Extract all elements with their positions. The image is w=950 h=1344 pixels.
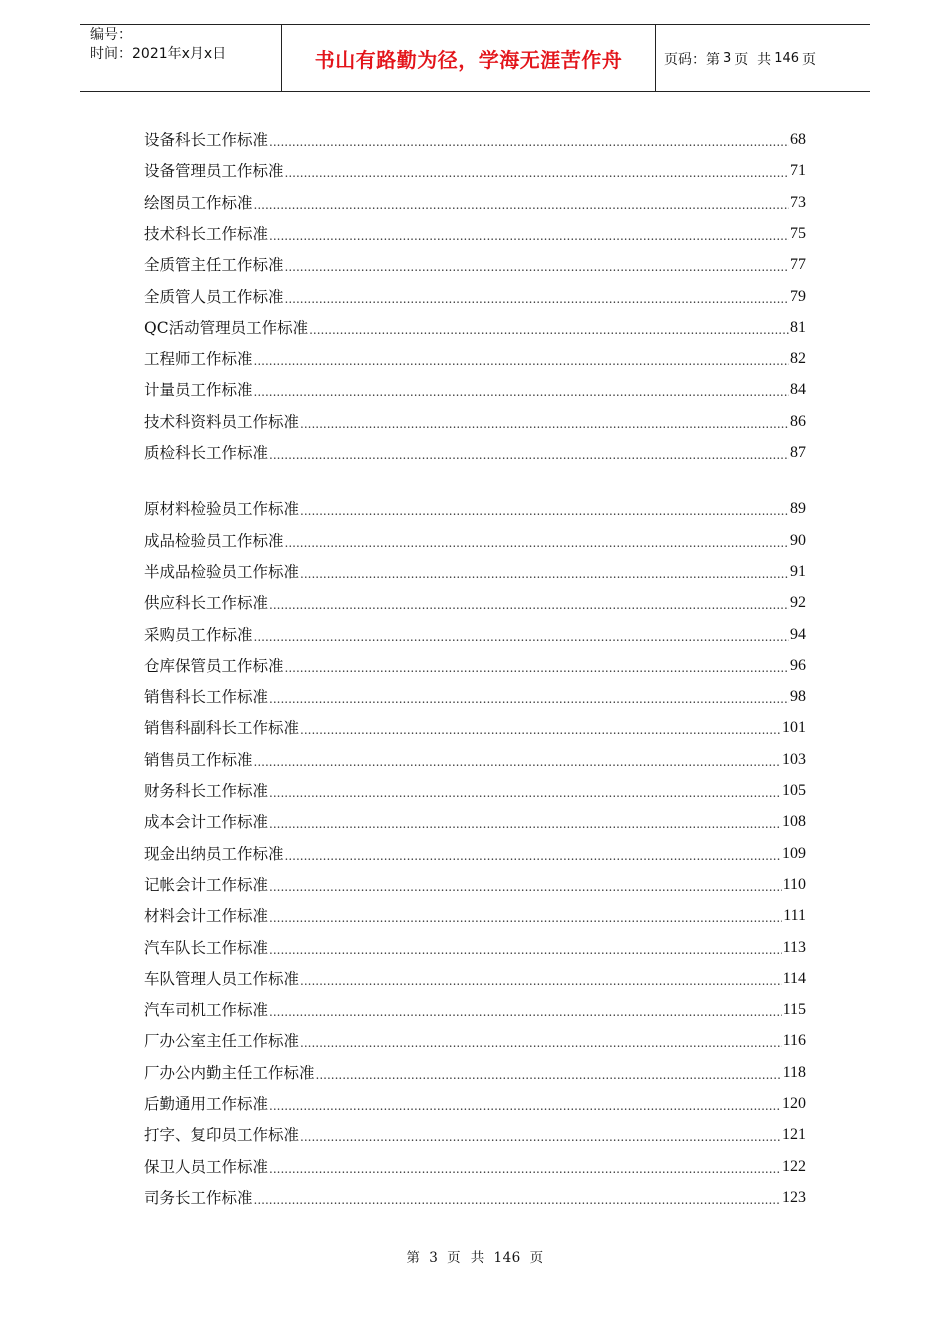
toc-entry[interactable] xyxy=(144,996,806,1020)
toc-entry[interactable] xyxy=(144,589,806,613)
toc-entry-title: 厂办公内勤主任工作标准 xyxy=(144,1063,315,1082)
toc-entry-title: 半成品检验员工作标准 xyxy=(144,562,300,581)
toc-entry-title: 成本会计工作标准 xyxy=(144,813,269,832)
toc-leader-dots xyxy=(300,416,789,432)
toc-leader-dots xyxy=(269,879,782,895)
toc-entry-page: 82 xyxy=(790,350,806,368)
toc-leader-dots xyxy=(254,197,789,213)
toc-entry-title: 成品检验员工作标准 xyxy=(144,531,284,550)
toc-entry[interactable] xyxy=(144,808,806,832)
toc-entry-page: 90 xyxy=(790,531,806,549)
toc-entry-title: 财务科长工作标准 xyxy=(144,782,269,800)
toc-entry[interactable] xyxy=(144,220,806,244)
toc-entry-title: 技术科资料员工作标准 xyxy=(144,412,300,431)
toc-entry[interactable] xyxy=(144,558,806,582)
toc-entry-title: 汽车司机工作标准 xyxy=(144,1001,269,1020)
toc-entry[interactable] xyxy=(144,777,806,801)
toc-entry-page: 75 xyxy=(790,224,806,242)
toc-leader-dots xyxy=(300,722,781,738)
toc-entry-title: 司务长工作标准 xyxy=(144,1188,253,1207)
toc-entry-page: 114 xyxy=(782,969,806,987)
toc-entry-title: 销售科长工作标准 xyxy=(144,688,269,707)
toc-leader-dots xyxy=(285,848,781,864)
toc-entry-page: 111 xyxy=(783,907,806,925)
toc-leader-dots xyxy=(285,535,789,551)
toc-leader-dots xyxy=(269,447,789,463)
toc-entry-page: 89 xyxy=(790,500,806,518)
toc-entry-page: 81 xyxy=(790,318,806,336)
toc-entry-title: QC活动管理员工作标准 xyxy=(144,318,309,337)
toc-leader-dots xyxy=(300,973,782,989)
toc-entry-title: 打字、复印员工作标准 xyxy=(144,1126,300,1145)
footer-prefix: 第 xyxy=(406,1250,421,1266)
toc-entry-page: 113 xyxy=(782,938,806,956)
page-mid: 页 共 xyxy=(734,51,772,68)
toc-entry[interactable] xyxy=(144,683,806,707)
footer-suffix: 页 xyxy=(529,1250,544,1266)
toc-entry[interactable] xyxy=(144,251,806,275)
header-meta xyxy=(80,25,282,92)
page-total: 146 xyxy=(774,51,800,66)
toc-entry-title: 车队管理人员工作标准 xyxy=(144,969,300,988)
toc-entry-title: 全质管人员工作标准 xyxy=(144,287,284,306)
toc-leader-dots xyxy=(269,785,781,801)
toc-entry-title: 全质管主任工作标准 xyxy=(144,256,284,275)
toc-entry-page: 116 xyxy=(782,1032,806,1050)
toc-leader-dots xyxy=(300,1035,782,1051)
toc-entry-title: 汽车队长工作标准 xyxy=(144,938,269,957)
toc-entry-page: 101 xyxy=(782,719,806,737)
toc-entry-page: 115 xyxy=(782,1001,806,1019)
toc-entry-page: 73 xyxy=(790,193,806,211)
toc-entry[interactable] xyxy=(144,840,806,864)
toc-entry[interactable] xyxy=(144,902,806,926)
page-prefix: 页码：第 xyxy=(664,51,720,68)
motto-text: 书山有路勤为径，学海无涯苦作舟 xyxy=(314,48,623,72)
toc-entry-page: 118 xyxy=(782,1063,806,1081)
toc-entry-page: 87 xyxy=(790,444,806,461)
toc-entry[interactable] xyxy=(144,714,806,738)
toc-entry-page: 105 xyxy=(782,782,806,799)
toc-leader-dots xyxy=(269,691,789,707)
toc-leader-dots xyxy=(269,597,789,613)
toc-entry[interactable] xyxy=(144,746,806,770)
toc-entry-page: 96 xyxy=(790,656,806,674)
toc-entry-title: 原材料检验员工作标准 xyxy=(144,500,300,519)
toc-entry[interactable] xyxy=(144,652,806,676)
toc-entry-page: 91 xyxy=(790,562,806,580)
page-footer xyxy=(0,1246,950,1266)
toc-leader-dots xyxy=(269,816,781,832)
toc-entry[interactable] xyxy=(144,1153,806,1177)
toc-entry-page: 103 xyxy=(782,750,806,768)
toc-entry-page: 123 xyxy=(782,1188,806,1206)
toc-entry[interactable] xyxy=(144,376,806,400)
footer-mid: 页 共 xyxy=(447,1250,485,1266)
toc-entry-page: 122 xyxy=(782,1157,806,1175)
toc-leader-dots xyxy=(285,291,789,307)
toc-leader-dots xyxy=(269,1161,781,1177)
toc-entry-page: 108 xyxy=(782,813,806,831)
toc-entry-page: 120 xyxy=(782,1095,806,1112)
toc-leader-dots xyxy=(316,1067,782,1083)
toc-entry-title: 绘图员工作标准 xyxy=(144,193,253,212)
toc-leader-dots xyxy=(269,1098,781,1114)
toc-entry-page: 86 xyxy=(790,412,806,430)
page-suffix: 页 xyxy=(802,51,817,68)
time-label: 时间：2021年x月x日 xyxy=(90,46,227,62)
toc-entry[interactable] xyxy=(144,1027,806,1051)
toc-entry-title: 供应科长工作标准 xyxy=(144,594,269,613)
toc-entry-page: 68 xyxy=(790,131,806,148)
toc-entry[interactable] xyxy=(144,1090,806,1114)
toc-leader-dots xyxy=(300,566,789,582)
toc-leader-dots xyxy=(254,754,781,770)
toc-leader-dots xyxy=(309,322,789,338)
toc-leader-dots xyxy=(254,1192,781,1208)
toc-entry-title: 设备管理员工作标准 xyxy=(144,162,284,181)
toc-leader-dots xyxy=(254,384,789,400)
toc-entry[interactable] xyxy=(144,126,806,150)
toc-entry-page: 79 xyxy=(790,287,806,305)
toc-entry[interactable] xyxy=(144,495,806,519)
serial-label: 编号： xyxy=(90,27,132,43)
toc-entry[interactable] xyxy=(144,345,806,369)
page-current: 3 xyxy=(723,51,732,66)
toc-entry-page: 110 xyxy=(782,875,806,893)
toc-entry[interactable] xyxy=(144,527,806,551)
toc-entry-title: 保卫人员工作标准 xyxy=(144,1157,269,1176)
toc-entry[interactable] xyxy=(144,189,806,213)
toc-entry-page: 109 xyxy=(782,844,806,862)
toc-leader-dots xyxy=(269,910,782,926)
toc-entry-title: 计量员工作标准 xyxy=(144,381,253,400)
toc-leader-dots xyxy=(300,503,789,519)
toc-entry-page: 94 xyxy=(790,625,806,643)
toc-leader-dots xyxy=(300,1129,781,1145)
toc-entry-title: 技术科长工作标准 xyxy=(144,224,269,243)
toc-leader-dots xyxy=(285,165,789,181)
toc-entry-page: 71 xyxy=(790,162,806,180)
toc-entry[interactable] xyxy=(144,314,806,338)
toc-entry[interactable] xyxy=(144,1184,806,1208)
toc-entry-title: 仓库保管员工作标准 xyxy=(144,656,284,675)
toc-entry-title: 采购员工作标准 xyxy=(144,625,253,644)
toc-entry-title: 后勤通用工作标准 xyxy=(144,1095,269,1113)
toc-entry-page: 77 xyxy=(790,256,806,274)
toc-entry-title: 设备科长工作标准 xyxy=(144,131,269,149)
toc-entry[interactable] xyxy=(144,621,806,645)
toc-entry-title: 销售员工作标准 xyxy=(144,750,253,769)
toc-leader-dots xyxy=(269,1004,782,1020)
toc-entry-page: 92 xyxy=(790,594,806,612)
toc-entry[interactable] xyxy=(144,1121,806,1145)
toc-entry-title: 工程师工作标准 xyxy=(144,350,253,369)
toc-entry-page: 98 xyxy=(790,688,806,706)
page-header xyxy=(80,24,870,92)
toc-entry-title: 现金出纳员工作标准 xyxy=(144,844,284,863)
footer-total: 146 xyxy=(493,1250,521,1266)
toc-entry[interactable] xyxy=(144,934,806,958)
toc-entry-title: 厂办公室主任工作标准 xyxy=(144,1032,300,1051)
toc-entry[interactable] xyxy=(144,965,806,989)
toc-leader-dots xyxy=(269,134,789,150)
toc-entry[interactable] xyxy=(144,157,806,181)
toc-entry[interactable] xyxy=(144,408,806,432)
toc-leader-dots xyxy=(285,660,789,676)
toc-leader-dots xyxy=(254,629,789,645)
toc-leader-dots xyxy=(269,228,789,244)
toc-leader-dots xyxy=(254,353,789,369)
footer-current: 3 xyxy=(429,1250,439,1266)
toc-entry[interactable] xyxy=(144,283,806,307)
toc-leader-dots xyxy=(285,259,789,275)
toc-entry-title: 记帐会计工作标准 xyxy=(144,875,269,894)
toc-entry[interactable] xyxy=(144,439,806,463)
toc-entry[interactable] xyxy=(144,1059,806,1083)
toc-entry-title: 材料会计工作标准 xyxy=(144,907,269,926)
toc-entry-title: 质检科长工作标准 xyxy=(144,444,269,462)
toc-entry-title: 销售科副科长工作标准 xyxy=(144,719,300,738)
header-page-info xyxy=(656,25,870,92)
toc-entry[interactable] xyxy=(144,871,806,895)
header-motto xyxy=(282,25,656,92)
toc-leader-dots xyxy=(269,942,782,958)
toc-entry-page: 121 xyxy=(782,1126,806,1144)
toc-entry-page: 84 xyxy=(790,381,806,399)
